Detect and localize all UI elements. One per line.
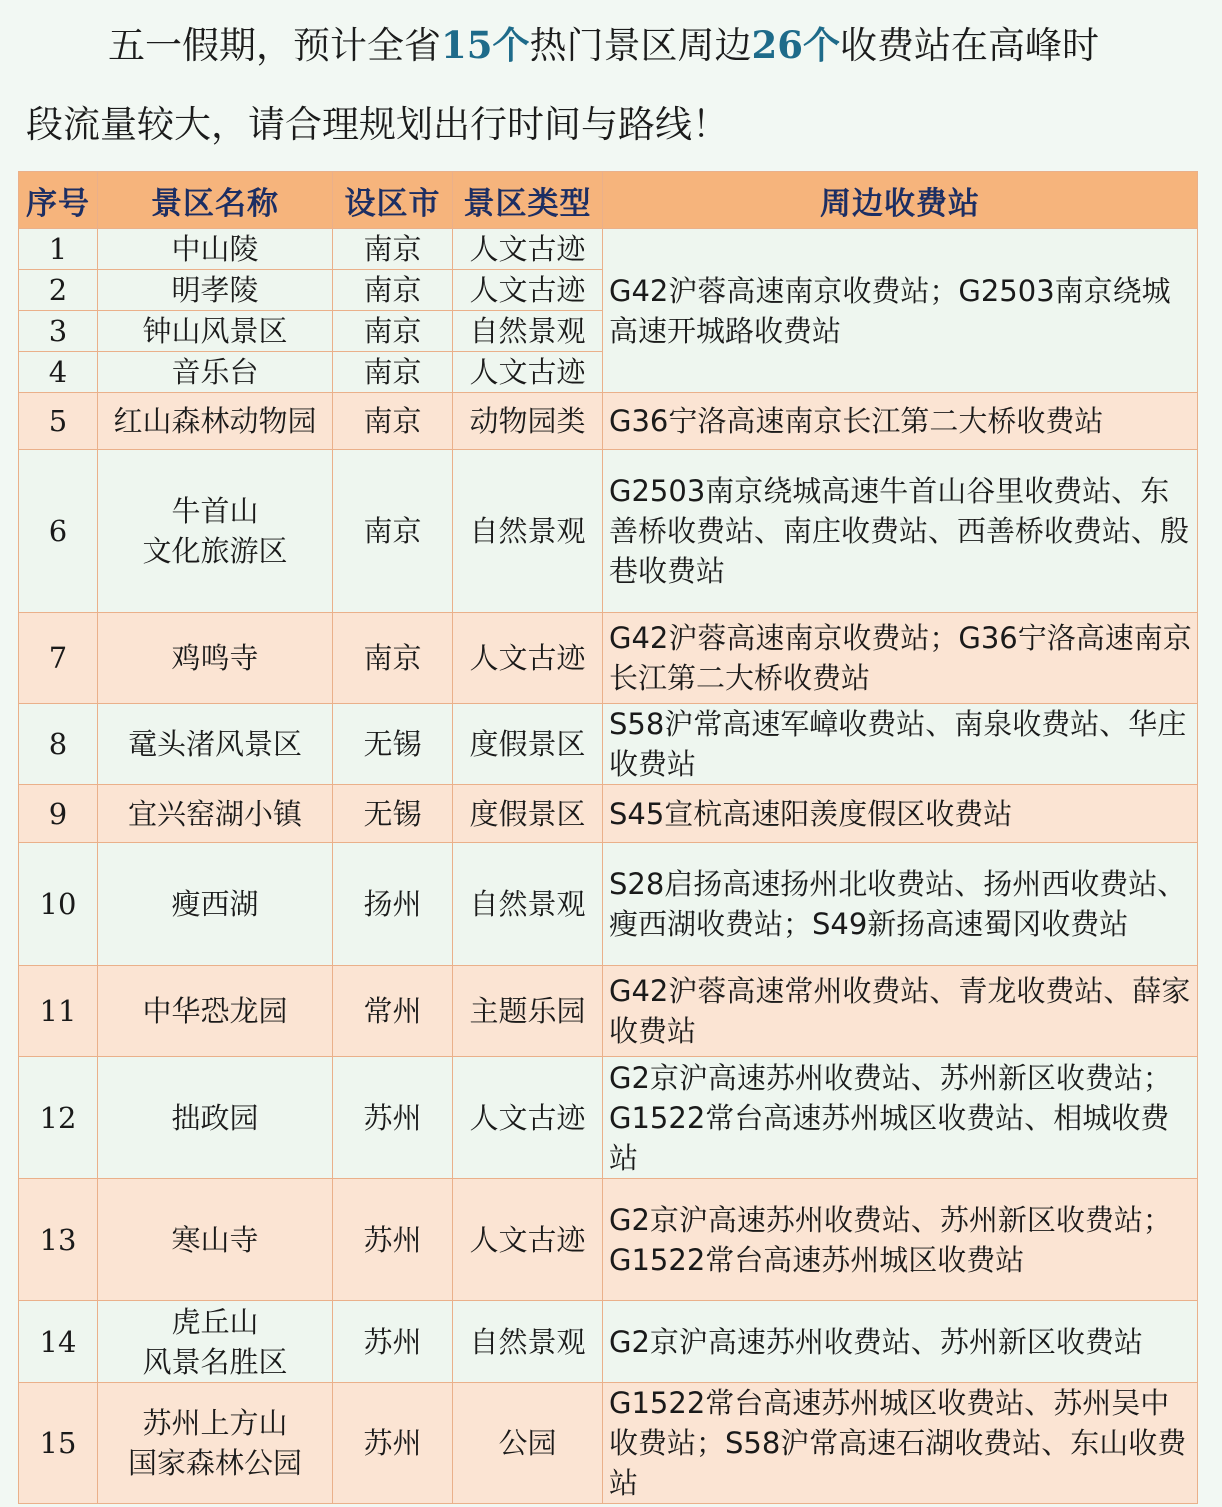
cell-name: 拙政园 (98, 1057, 333, 1179)
cell-type: 度假景区 (453, 704, 603, 785)
cell-toll: G2京沪高速苏州收费站、苏州新区收费站；G1522常台高速苏州城区收费站、相城收费站 (603, 1057, 1198, 1179)
cell-name (98, 1383, 333, 1504)
table-row (19, 704, 1198, 785)
cell-city: 南京 (333, 270, 453, 311)
cell-type: 主题乐园 (453, 966, 603, 1057)
intro-line-2: 段流量较大，请合理规划出行时间与路线！ (26, 103, 729, 146)
name-line-1: 牛首山 (171, 494, 259, 528)
cell-toll: S58沪常高速军嶂收费站、南泉收费站、华庄收费站 (603, 704, 1198, 785)
table-row (19, 785, 1198, 843)
name-line-2: 风景名胜区 (142, 1344, 288, 1379)
cell-name: 宜兴窑湖小镇 (98, 785, 333, 843)
cell-city: 无锡 (333, 704, 453, 785)
cell-toll: S28启扬高速扬州北收费站、扬州西收费站、瘦西湖收费站；S49新扬高速蜀冈收费站 (603, 843, 1198, 966)
cell-no: 13 (19, 1179, 98, 1301)
intro-line1-c: 收费站在高峰时 (840, 24, 1099, 67)
intro-line1-a: 五一假期，预计全省 (108, 24, 441, 67)
cell-no: 6 (19, 450, 98, 613)
toll-count: 26 (751, 23, 803, 67)
intro-text (0, 0, 1222, 170)
cell-city: 苏州 (333, 1301, 453, 1383)
header-type: 景区类型 (453, 172, 603, 229)
table-row (19, 1179, 1198, 1301)
header-no: 序号 (19, 172, 98, 229)
cell-toll: G42沪蓉高速南京收费站；G2503南京绕城高速开城路收费站 (603, 229, 1198, 393)
cell-type: 人文古迹 (453, 270, 603, 311)
cell-toll: G2503南京绕城高速牛首山谷里收费站、东善桥收费站、南庄收费站、西善桥收费站、殷巷收费站 (603, 450, 1198, 613)
cell-type: 人文古迹 (453, 1057, 603, 1179)
intro-line1-b: 热门景区周边 (529, 24, 752, 67)
cell-no: 5 (19, 393, 98, 450)
cell-city: 苏州 (333, 1179, 453, 1301)
cell-name: 钟山风景区 (98, 311, 333, 352)
cell-toll: G42沪蓉高速常州收费站、青龙收费站、薛家收费站 (603, 966, 1198, 1057)
intro-line-1 (108, 4, 1099, 87)
cell-name: 鼋头渚风景区 (98, 704, 333, 785)
cell-city: 无锡 (333, 785, 453, 843)
cell-city: 南京 (333, 229, 453, 270)
cell-toll: G2京沪高速苏州收费站、苏州新区收费站；G1522常台高速苏州城区收费站 (603, 1179, 1198, 1301)
cell-city: 南京 (333, 393, 453, 450)
table-row (19, 843, 1198, 966)
name-line-1: 虎丘山 (171, 1304, 259, 1339)
cell-name: 中华恐龙园 (98, 966, 333, 1057)
cell-name (98, 1301, 333, 1383)
table-row (19, 966, 1198, 1057)
table-row (19, 1057, 1198, 1179)
cell-city: 南京 (333, 352, 453, 393)
cell-name: 寒山寺 (98, 1179, 333, 1301)
cell-name: 瘦西湖 (98, 843, 333, 966)
cell-toll: G42沪蓉高速南京收费站；G36宁洛高速南京长江第二大桥收费站 (603, 613, 1198, 704)
toll-count-unit: 个 (803, 24, 840, 67)
table-row (19, 1383, 1198, 1504)
cell-no: 7 (19, 613, 98, 704)
header-city: 设区市 (333, 172, 453, 229)
table-row (19, 393, 1198, 450)
cell-no: 1 (19, 229, 98, 270)
table-header-row (19, 172, 1198, 229)
cell-type: 人文古迹 (453, 229, 603, 270)
cell-toll: G1522常台高速苏州城区收费站、苏州吴中收费站；S58沪常高速石湖收费站、东山收费站 (603, 1383, 1198, 1504)
cell-no: 10 (19, 843, 98, 966)
cell-type: 自然景观 (453, 450, 603, 613)
scenic-count: 15 (441, 23, 493, 67)
cell-no: 11 (19, 966, 98, 1057)
cell-no: 3 (19, 311, 98, 352)
cell-toll: G36宁洛高速南京长江第二大桥收费站 (603, 393, 1198, 450)
cell-city: 常州 (333, 966, 453, 1057)
cell-name: 红山森林动物园 (98, 393, 333, 450)
cell-no: 12 (19, 1057, 98, 1179)
cell-no: 4 (19, 352, 98, 393)
cell-type: 自然景观 (453, 1301, 603, 1383)
cell-type: 自然景观 (453, 843, 603, 966)
cell-type: 人文古迹 (453, 613, 603, 704)
cell-no: 2 (19, 270, 98, 311)
cell-name: 音乐台 (98, 352, 333, 393)
cell-no: 14 (19, 1301, 98, 1383)
scenic-count-unit: 个 (492, 24, 530, 67)
cell-no: 9 (19, 785, 98, 843)
table-row (19, 613, 1198, 704)
cell-city: 南京 (333, 613, 453, 704)
name-line-2: 国家森林公园 (127, 1446, 302, 1480)
table-row (19, 450, 1198, 613)
cell-type: 人文古迹 (453, 1179, 603, 1301)
name-line-1: 苏州上方山 (142, 1406, 288, 1440)
cell-name (98, 450, 333, 613)
scenic-toll-table (18, 171, 1198, 1504)
cell-type: 自然景观 (453, 311, 603, 352)
header-toll: 周边收费站 (603, 172, 1198, 229)
header-name: 景区名称 (98, 172, 333, 229)
cell-city: 南京 (333, 311, 453, 352)
cell-city: 苏州 (333, 1057, 453, 1179)
cell-toll: G2京沪高速苏州收费站、苏州新区收费站 (603, 1301, 1198, 1383)
cell-city: 扬州 (333, 843, 453, 966)
cell-name: 明孝陵 (98, 270, 333, 311)
cell-type: 人文古迹 (453, 352, 603, 393)
cell-city: 南京 (333, 450, 453, 613)
name-line-2: 文化旅游区 (142, 534, 288, 568)
cell-city: 苏州 (333, 1383, 453, 1504)
cell-type: 公园 (453, 1383, 603, 1504)
cell-type: 度假景区 (453, 785, 603, 843)
cell-type: 动物园类 (453, 393, 603, 450)
cell-toll: S45宣杭高速阳羡度假区收费站 (603, 785, 1198, 843)
cell-no: 15 (19, 1383, 98, 1504)
cell-no: 8 (19, 704, 98, 785)
table-row (19, 229, 1198, 270)
cell-name: 鸡鸣寺 (98, 613, 333, 704)
table-row (19, 1301, 1198, 1383)
cell-name: 中山陵 (98, 229, 333, 270)
